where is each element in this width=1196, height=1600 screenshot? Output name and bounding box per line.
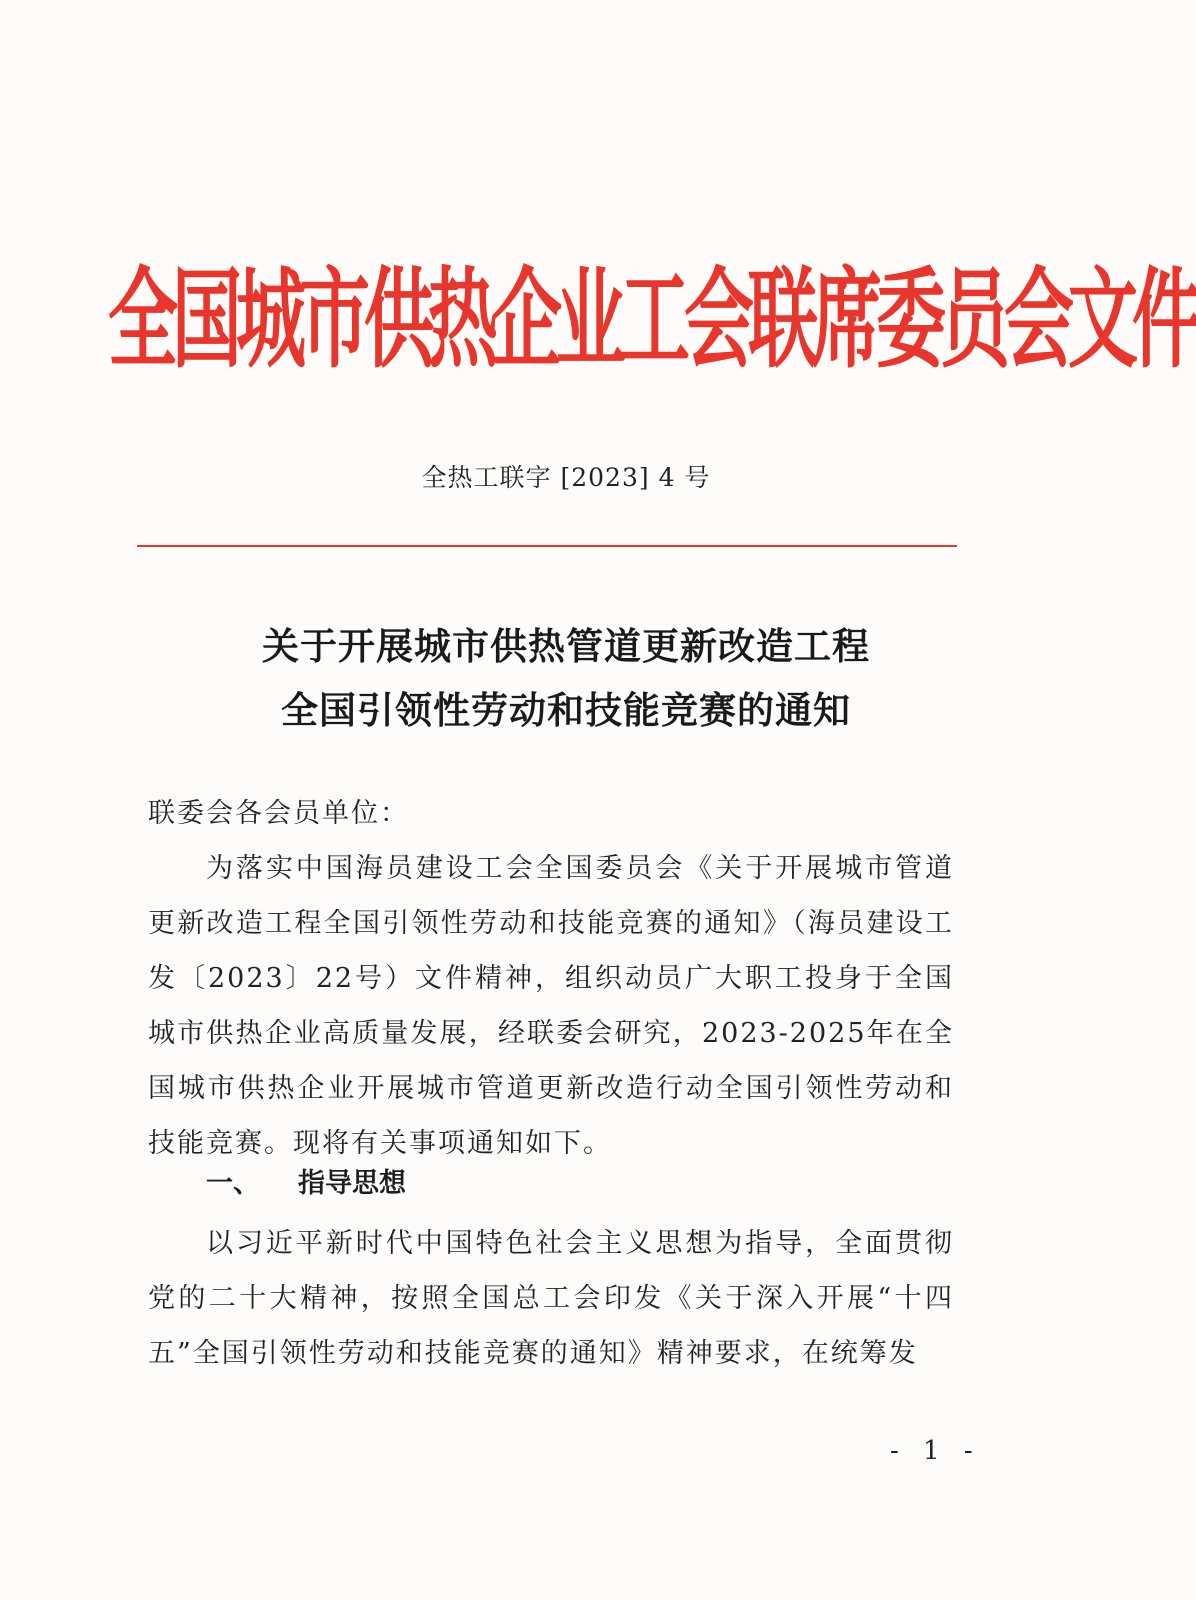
paragraph-intro: 为落实中国海员建设工会全国委员会《关于开展城市管道更新改造工程全国引领性劳动和技能竞赛的通知》（海员建设工发〔2023〕22号）文件精神，组织动员广大职工投身于全国城市供热企业高质量发展，经联委会研究，2023-2025年在全国城市供热企业开展城市管道更新改造行动全国引领性劳动和技能竞赛。现将有关事项通知如下。 bbox=[148, 853, 954, 1159]
notice-title-line-2: 全国引领性劳动和技能竞赛的通知 bbox=[281, 688, 851, 732]
section-heading-guiding-thought bbox=[206, 1161, 406, 1200]
notice-title-line-1: 关于开展城市供热管道更新改造工程 bbox=[262, 624, 870, 668]
paragraph-guiding-thought: 以习近平新时代中国特色社会主义思想为指导，全面贯彻党的二十大精神，按照全国总工会印发《关于深入开展“十四五”全国引领性劳动和技能竞赛的通知》精神要求，在统筹发 bbox=[148, 1228, 954, 1369]
page-number: - 1 - bbox=[890, 1436, 981, 1466]
salutation: 联委会各会员单位： bbox=[148, 798, 409, 829]
masthead bbox=[108, 240, 1196, 400]
document-number: 全热工联字 [2023] 4 号 bbox=[421, 463, 711, 492]
masthead-title: 全国城市供热企业工会联席委员会文件 bbox=[108, 256, 1196, 384]
red-divider-line bbox=[137, 545, 957, 547]
section-number: 一、 bbox=[206, 1168, 260, 1199]
section-title: 指导思想 bbox=[298, 1168, 406, 1199]
